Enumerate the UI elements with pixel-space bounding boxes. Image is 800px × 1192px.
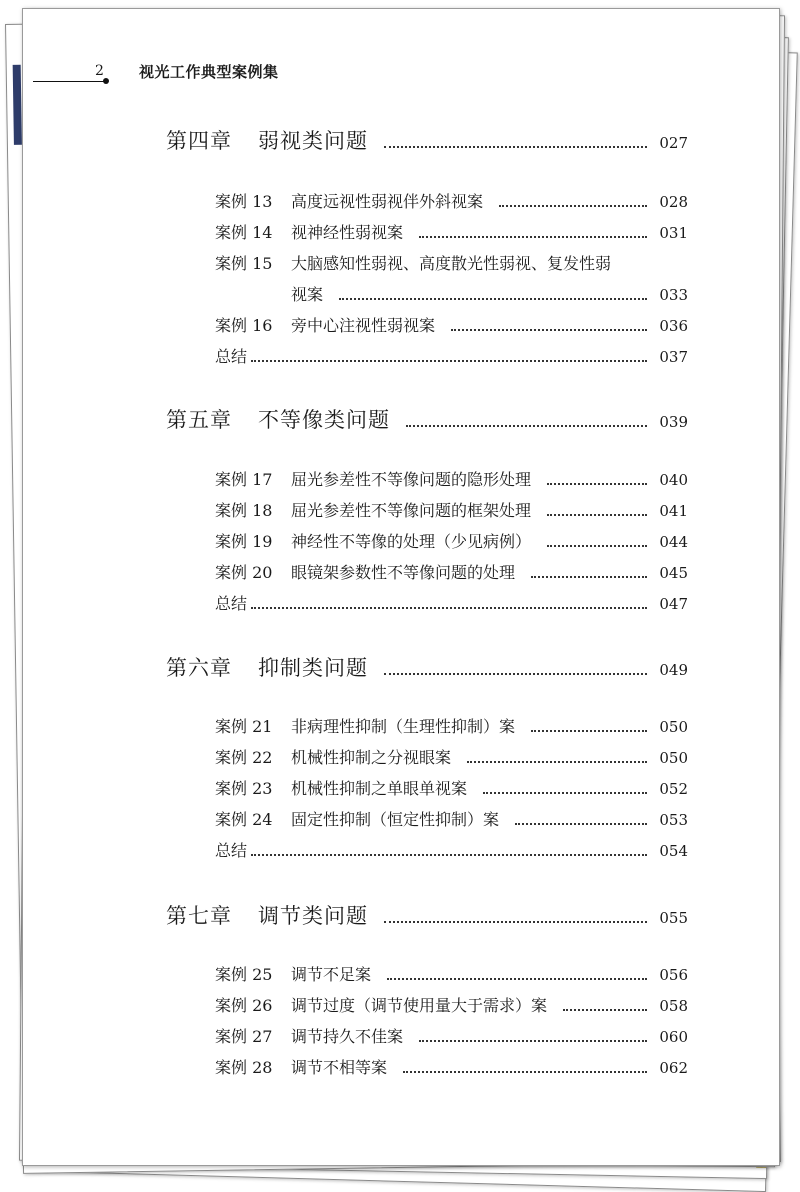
- chapter-title: 不等像类问题: [258, 408, 390, 432]
- toc-chapter[interactable]: [166, 652, 688, 682]
- dot-leader: [547, 514, 647, 516]
- dot-leader: [547, 483, 647, 485]
- case-title: 屈光参差性不等像问题的隐形处理: [291, 470, 532, 489]
- case-title: 调节不相等案: [291, 1058, 388, 1077]
- chapter-page: 055: [659, 909, 688, 927]
- toc-entry[interactable]: [215, 467, 688, 490]
- case-title: 调节过度（调节使用量大于需求）案: [291, 996, 548, 1015]
- toc-chapter[interactable]: [166, 404, 688, 434]
- dot-leader: [563, 1009, 647, 1011]
- toc-entry[interactable]: [215, 529, 688, 552]
- case-page: 033: [659, 286, 688, 304]
- case-title: 机械性抑制之分视眼案: [291, 748, 452, 767]
- chapter-page: 039: [659, 413, 688, 431]
- case-title: 大脑感知性弱视、高度散光性弱视、复发性弱: [291, 254, 612, 273]
- case-title: 视神经性弱视案: [291, 223, 404, 242]
- chapter-label: 第四章: [166, 129, 232, 153]
- dot-leader: [339, 298, 647, 300]
- toc-entry[interactable]: [215, 498, 688, 521]
- chapter-label: 第五章: [166, 408, 232, 432]
- case-number: 案例 14: [215, 223, 273, 242]
- case-title: 眼镜架参数性不等像问题的处理: [291, 563, 516, 582]
- dot-leader: [531, 576, 647, 578]
- case-page: 041: [659, 502, 688, 520]
- case-number: 案例 25: [215, 965, 273, 984]
- dot-leader: [406, 425, 647, 427]
- case-title: 高度远视性弱视伴外斜视案: [291, 192, 484, 211]
- case-page: 060: [659, 1028, 688, 1046]
- case-number: 案例 17: [215, 470, 273, 489]
- toc-entry[interactable]: [215, 714, 688, 737]
- case-number: 案例 13: [215, 192, 273, 211]
- case-page: 056: [659, 966, 688, 984]
- dot-leader: [384, 146, 647, 148]
- chapter-title: 抑制类问题: [258, 656, 368, 680]
- toc-entry[interactable]: [215, 962, 688, 985]
- toc-chapter[interactable]: [166, 900, 688, 930]
- page-number: 2: [95, 63, 104, 79]
- case-page: 045: [659, 564, 688, 582]
- case-page: 062: [659, 1059, 688, 1077]
- case-page: 028: [659, 193, 688, 211]
- case-title: 机械性抑制之单眼单视案: [291, 779, 468, 798]
- case-number: 案例 21: [215, 717, 273, 736]
- case-number: 案例 15: [215, 254, 273, 273]
- case-title: 神经性不等像的处理（少见病例）: [291, 532, 532, 551]
- case-page: 036: [659, 317, 688, 335]
- toc-entry[interactable]: [215, 313, 688, 336]
- toc-entry[interactable]: [215, 1055, 688, 1078]
- toc-entry[interactable]: [215, 1024, 688, 1047]
- dot-leader: [515, 823, 647, 825]
- toc-entry[interactable]: [215, 220, 688, 243]
- case-page: 040: [659, 471, 688, 489]
- case-number: 案例 18: [215, 501, 273, 520]
- case-title: 旁中心注视性弱视案: [291, 316, 436, 335]
- case-page: 031: [659, 224, 688, 242]
- chapter-label: 第七章: [166, 904, 232, 928]
- dot-leader: [387, 978, 647, 980]
- dot-leader: [467, 761, 647, 763]
- summary-label: 总结: [215, 841, 248, 860]
- case-title: 调节持久不佳案: [291, 1027, 404, 1046]
- toc-entry[interactable]: [215, 189, 688, 212]
- toc-summary[interactable]: [215, 838, 688, 861]
- chapter-title: 弱视类问题: [258, 129, 368, 153]
- toc-entry-continuation[interactable]: [291, 282, 688, 305]
- case-title: 屈光参差性不等像问题的框架处理: [291, 501, 532, 520]
- dot-leader: [547, 545, 647, 547]
- toc-entry[interactable]: [215, 745, 688, 768]
- dot-leader: [384, 921, 647, 923]
- toc-entry[interactable]: [215, 560, 688, 583]
- summary-label: 总结: [215, 594, 248, 613]
- toc-entry[interactable]: [215, 993, 688, 1016]
- summary-page: 047: [659, 595, 688, 613]
- dot-leader: [499, 205, 647, 207]
- dot-leader: [251, 360, 647, 362]
- case-page: 058: [659, 997, 688, 1015]
- dot-leader: [419, 1040, 647, 1042]
- case-number: 案例 20: [215, 563, 273, 582]
- case-number: 案例 24: [215, 810, 273, 829]
- summary-page: 037: [659, 348, 688, 366]
- chapter-page: 049: [659, 661, 688, 679]
- case-title: 调节不足案: [291, 965, 372, 984]
- case-page: 052: [659, 780, 688, 798]
- chapter-title: 调节类问题: [258, 904, 368, 928]
- case-page: 053: [659, 811, 688, 829]
- header-rule: [33, 81, 105, 82]
- page-edge-stripe: [13, 65, 22, 145]
- case-number: 案例 28: [215, 1058, 273, 1077]
- case-title-continued: 视案: [291, 285, 324, 304]
- case-number: 案例 26: [215, 996, 273, 1015]
- case-title: 非病理性抑制（生理性抑制）案: [291, 717, 516, 736]
- case-page: 050: [659, 749, 688, 767]
- toc-entry[interactable]: [215, 807, 688, 830]
- dot-leader: [419, 236, 647, 238]
- toc-entry[interactable]: [215, 776, 688, 799]
- summary-page: 054: [659, 842, 688, 860]
- case-page: 044: [659, 533, 688, 551]
- toc-entry[interactable]: [215, 251, 688, 274]
- dot-leader: [251, 854, 647, 856]
- case-number: 案例 23: [215, 779, 273, 798]
- case-page: 050: [659, 718, 688, 736]
- dot-leader: [531, 730, 647, 732]
- dot-leader: [483, 792, 647, 794]
- chapter-page: 027: [659, 134, 688, 152]
- case-title: 固定性抑制（恒定性抑制）案: [291, 810, 500, 829]
- running-head: [33, 59, 353, 89]
- dot-leader: [251, 607, 647, 609]
- toc-chapter[interactable]: [166, 125, 688, 155]
- book-title: 视光工作典型案例集: [139, 63, 279, 81]
- dot-leader: [403, 1071, 647, 1073]
- toc-summary[interactable]: [215, 344, 688, 367]
- dot-leader: [451, 329, 647, 331]
- chapter-label: 第六章: [166, 656, 232, 680]
- case-number: 案例 22: [215, 748, 273, 767]
- dot-leader: [384, 673, 647, 675]
- case-number: 案例 16: [215, 316, 273, 335]
- toc-page: [22, 8, 780, 1166]
- case-number: 案例 27: [215, 1027, 273, 1046]
- toc-summary[interactable]: [215, 591, 688, 614]
- summary-label: 总结: [215, 347, 248, 366]
- case-number: 案例 19: [215, 532, 273, 551]
